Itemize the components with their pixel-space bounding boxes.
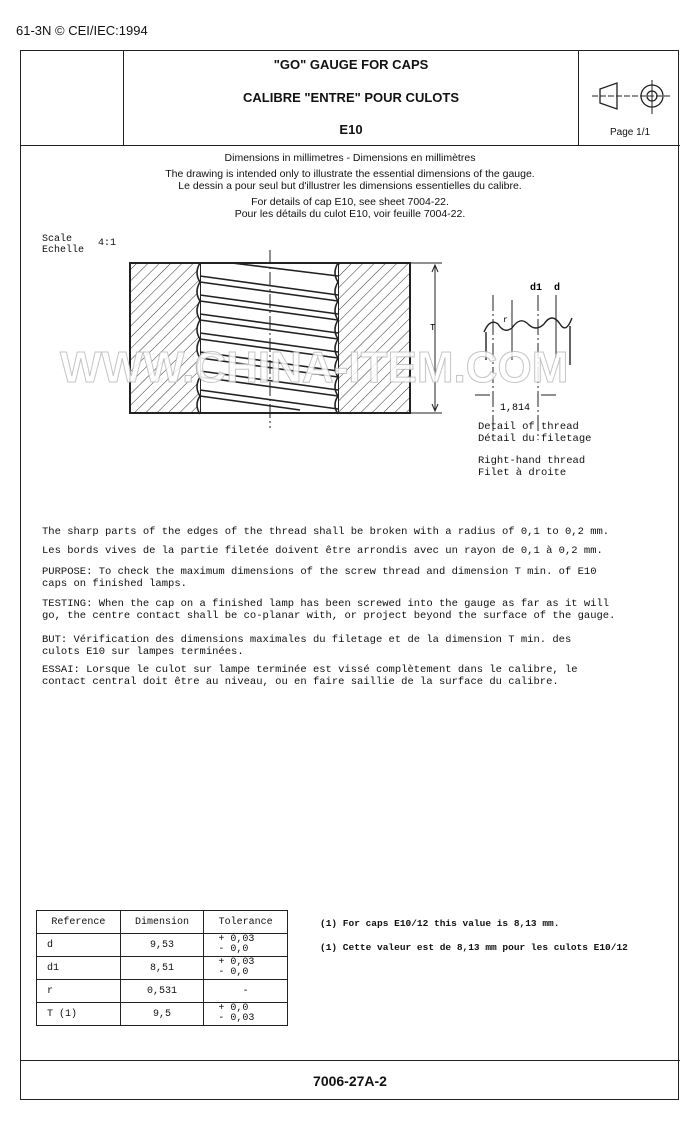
title-fr: CALIBRE "ENTRE" POUR CULOTS — [243, 90, 459, 105]
d1-label: d1 — [530, 283, 543, 294]
header-reference: Reference — [37, 911, 121, 934]
paragraph-edges-fr: Les bords vives de la partie filetée doivent être arrondis avec un rayon de 0,1 à 0,2 mm. — [42, 545, 603, 557]
footnote-fr: (1) Cette valeur est de 8,13 mm pour les culots E10/12 — [320, 942, 628, 953]
paragraph-purpose: PURPOSE: To check the maximum dimensions of the screw thread and dimension T min. of E10 caps on finished lamps. — [42, 566, 597, 590]
details-note-fr: Pour les détails du culot E10, voir feuille 7004-22. — [234, 208, 466, 220]
dimensions-table — [36, 910, 288, 1026]
cell-reference: T (1) — [37, 1003, 121, 1026]
details-note-en: For details of cap E10, see sheet 7004-22. — [251, 196, 449, 208]
table-row — [37, 980, 288, 1003]
dimensions-note: Dimensions in millimetres - Dimensions en millimètres — [224, 152, 476, 164]
table-row — [37, 1003, 288, 1026]
cell-tolerance: + 0,03 - 0,0 — [204, 934, 288, 957]
cell-dimension: 0,531 — [120, 980, 204, 1003]
d-label: d — [554, 283, 561, 294]
paragraph-testing: TESTING: When the cap on a finished lamp has been screwed into the gauge as far as it will go, the centre contact shall be co-planar with, or project beyond the surface of the gauge. — [42, 598, 616, 622]
cell-reference: r — [37, 980, 121, 1003]
scale-value: 4:1 — [98, 238, 117, 249]
intent-note-fr: Le dessin a pour seul but d'illustrer les dimensions essentielles du calibre. — [178, 180, 522, 192]
header-tolerance: Tolerance — [204, 911, 288, 934]
thread-hand-caption — [478, 455, 585, 479]
thread-hand-caption-fr: Filet à droite — [478, 467, 567, 479]
cell-reference: d1 — [37, 957, 121, 980]
thread-detail-caption-en: Detail of thread — [478, 421, 579, 433]
paragraph-but: BUT: Vérification des dimensions maximales du filetage et de la dimension T min. des culots E10 sur lampes terminées. — [42, 634, 572, 658]
scale-label-fr: Echelle — [42, 245, 85, 256]
table-row — [37, 957, 288, 980]
table-row — [37, 934, 288, 957]
thread-detail-caption — [478, 421, 591, 445]
scale-label-en: Scale — [42, 234, 73, 245]
cell-tolerance: - — [204, 980, 288, 1003]
divider — [20, 145, 680, 146]
document-reference: 61-3N © CEI/IEC:1994 — [16, 23, 148, 38]
thread-hand-caption-en: Right-hand thread — [478, 455, 586, 467]
sheet-number: 7006-27A-2 — [313, 1073, 387, 1089]
watermark: WWW.CHINA-ITEM.COM — [60, 343, 569, 392]
cap-type: E10 — [339, 122, 363, 137]
pitch-label: 1,814 — [500, 403, 531, 414]
table-header-row — [37, 911, 288, 934]
projection-symbol-icon — [590, 78, 670, 118]
cell-reference: d — [37, 934, 121, 957]
r-label: r — [503, 316, 508, 325]
cell-dimension: 9,5 — [120, 1003, 204, 1026]
footnote-en: (1) For caps E10/12 this value is 8,13 mm. — [320, 918, 560, 929]
thread-detail-caption-fr: Détail du filetage — [478, 433, 592, 445]
page-number: Page 1/1 — [610, 127, 651, 138]
divider — [20, 1060, 680, 1061]
title-en: "GO" GAUGE FOR CAPS — [273, 57, 429, 72]
cell-dimension: 9,53 — [120, 934, 204, 957]
divider — [578, 50, 579, 146]
cell-tolerance: + 0,03 - 0,0 — [204, 957, 288, 980]
paragraph-essai: ESSAI: Lorsque le culot sur lampe terminée est vissé complètement dans le calibre, le contact central doit être au niveau, ou en faire saillie de la surface du calibre. — [42, 664, 578, 688]
cell-tolerance: + 0,0 - 0,03 — [204, 1003, 288, 1026]
gauge-drawing — [0, 230, 700, 490]
dim-T-label: T — [430, 323, 436, 333]
header-dimension: Dimension — [120, 911, 204, 934]
cell-dimension: 8,51 — [120, 957, 204, 980]
paragraph-edges-en: The sharp parts of the edges of the thread shall be broken with a radius of 0,1 to 0,2 mm. — [42, 526, 610, 538]
intent-note-en: The drawing is intended only to illustrate the essential dimensions of the gauge. — [165, 168, 535, 180]
